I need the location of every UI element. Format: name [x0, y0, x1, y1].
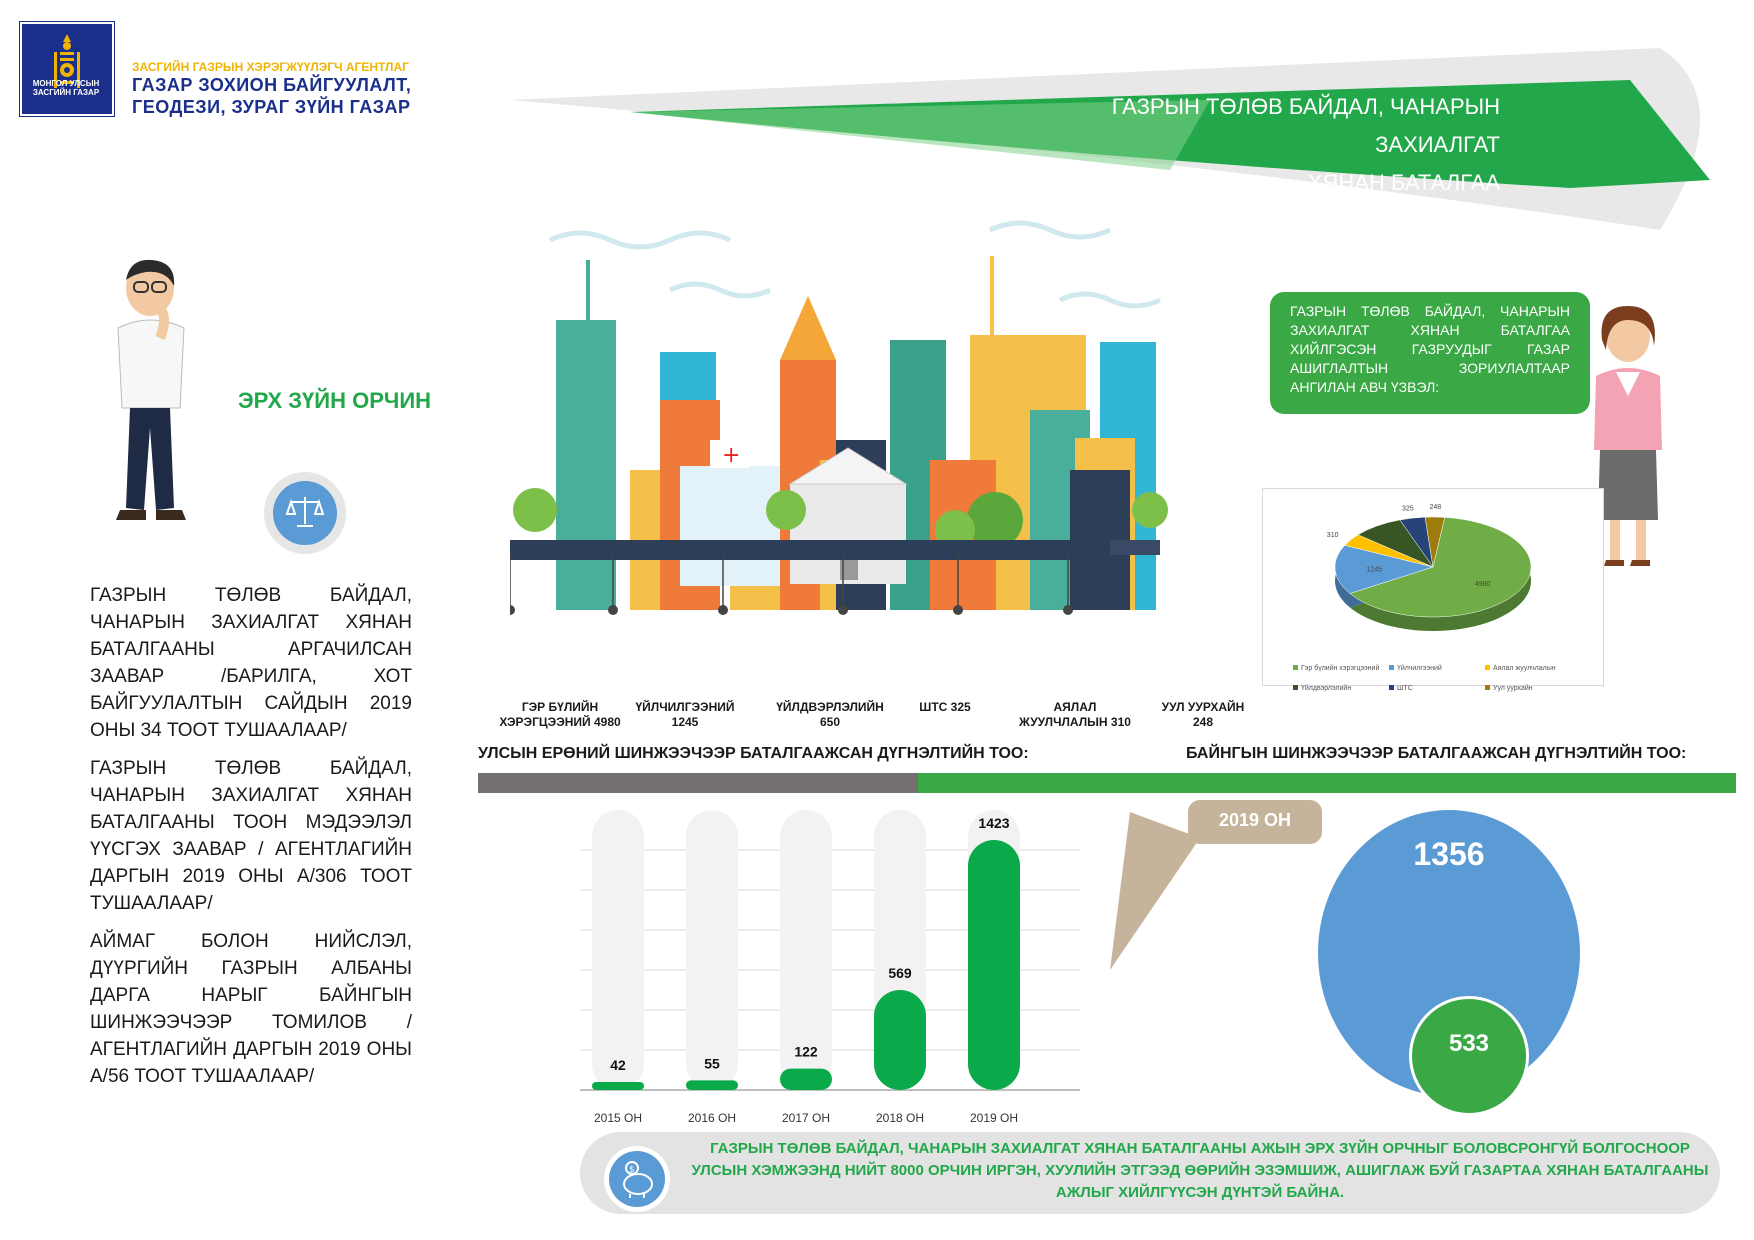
pie-legend-swatch: [1485, 685, 1490, 690]
city-label-service-line1: ҮЙЛЧИЛГЭЭНИЙ: [635, 700, 735, 714]
city-label-fuel-station: [900, 700, 990, 715]
pie-legend-item: [1293, 685, 1389, 692]
city-label-industry-line1: ҮЙЛДВЭРЛЭЛИЙН: [776, 700, 884, 714]
pie-data-label: 325: [1401, 505, 1414, 513]
scales-of-justice-icon: [285, 492, 325, 532]
bar-value-label: 42: [610, 1057, 626, 1073]
city-label-household: [490, 700, 630, 730]
pie-legend-swatch: [1485, 665, 1490, 670]
svg-text:+: +: [722, 443, 741, 468]
city-label-service: [620, 700, 750, 730]
pie-legend-label: Гэр бүлийн хэрэгцээний: [1301, 665, 1380, 672]
pie-legend-label: Үйлчилгээний: [1397, 665, 1442, 672]
divider-grey: [478, 773, 918, 793]
city-label-service-line2: 1245: [671, 715, 699, 729]
city-label-mining-line1: УУЛ УУРХАЙН: [1161, 700, 1245, 714]
bar-year-label: 2015 ОН: [593, 1111, 643, 1125]
bar: [592, 1082, 644, 1090]
bar-value-label: 1423: [978, 815, 1010, 831]
banner-title-line1: ГАЗРЫН ТӨЛӨВ БАЙДАЛ, ЧАНАРЫН ЗАХИАЛГАТ: [1111, 94, 1500, 157]
pie-data-label: 248: [1429, 504, 1442, 512]
city-label-tourism-line2: ЖУУЛЧЛАЛЫН 310: [1019, 715, 1131, 729]
scales-badge: [264, 472, 346, 554]
pie-legend-swatch: [1293, 665, 1298, 670]
banner-title-line2: ХЯНАН БАТАЛГАА: [1307, 170, 1500, 195]
annual-bar-chart: [580, 800, 1100, 1130]
bar-value-label: 122: [794, 1043, 818, 1060]
national-inspector-heading: УЛСЫН ЕРӨНИЙ ШИНЖЭЭЧЭЭР БАТАЛГААЖСАН ДҮГНЭЛТИЙН ТОО:: [478, 745, 1029, 762]
legal-paragraph-1: ГАЗРЫН ТӨЛӨВ БАЙДАЛ, ЧАНАРЫН ЗАХИАЛГАТ ХЯНАН БАТАЛГААНЫ АРГАЧИЛСАН ЗААВАР /БАРИЛГА, ХОТ БАЙГУУЛАЛТЫН САЙДЫН 2019 ОНЫ 34 ТООТ ТУШААЛААР/: [90, 585, 412, 741]
land-use-pie-chart: [1263, 489, 1603, 639]
bar-track: [686, 810, 738, 1090]
bar-year-label: 2018 ОН: [875, 1111, 925, 1125]
businessman-illustration: [100, 258, 200, 538]
pie-legend-swatch: [1389, 685, 1394, 690]
city-label-household-line1: ГЭР БҮЛИЙН: [521, 700, 599, 714]
city-label-fuel-station-line1: ШТС 325: [919, 700, 971, 714]
city-label-mining-line2: 248: [1192, 715, 1214, 729]
legal-paragraph-2: ГАЗРЫН ТӨЛӨВ БАЙДАЛ, ЧАНАРЫН ЗАХИАЛГАТ ХЯНАН БАТАЛГААНЫ ТООН МЭДЭЭЛЭЛ ҮҮСГЭХ ЗААВАР / АГЕНТЛАГИЙН ДАРГЫН 2019 ОНЫ А/306 ТООТ ТУШААЛААР/: [90, 758, 412, 914]
bar: [780, 1069, 832, 1090]
agency-subtitle: ЗАСГИЙН ГАЗРЫН ХЭРЭГЖҮҮЛЭГЧ АГЕНТЛАГ: [132, 60, 409, 74]
footer-text: ГАЗРЫН ТӨЛӨВ БАЙДАЛ, ЧАНАРЫН ЗАХИАЛГАТ ХЯНАН БАТАЛГААНЫ АЖЫН ЭРХ ЗҮЙН ОРЧНЫГ БОЛОВСРОНГҮЙ БОЛГОСНООР УЛСЫН ХЭМЖЭЭНД НИЙТ 8000 ОРЧИН ИРГЭН, ХУУЛИЙН ЭТГЭЭД ӨӨРИЙН ЭЗЭМШИЖ, АШИГЛАЖ БУЙ ГАЗАРТАА ХЯНАН БАТАЛГААНЫ АЖЛЫГ ХИЙЛГҮҮСЭН ДҮНТЭЙ БАЙНА.: [691, 1140, 1709, 1201]
outer-circle-value: 1356: [1413, 836, 1485, 872]
pie-data-label: 4980: [1474, 581, 1491, 589]
pie-legend-label: Аялал жуулчлалын: [1493, 665, 1556, 672]
bar-track: [592, 810, 644, 1090]
city-skyline-illustration: [510, 210, 1260, 700]
callout-text: ГАЗРЫН ТӨЛӨВ БАЙДАЛ, ЧАНАРЫН ЗАХИАЛГАТ ХЯНАН БАТАЛГАА ХИЙЛГЭСЭН ГАЗРУУДЫГ ГАЗАР АШИГЛАЛТЫН ЗОРИУЛАЛТААР АНГИЛАН АВЧ ҮЗВЭЛ:: [1290, 303, 1570, 395]
pie-legend-item: [1293, 665, 1389, 672]
pie-data-label: 310: [1326, 531, 1339, 539]
bar: [968, 840, 1020, 1090]
city-label-industry: [760, 700, 900, 730]
legal-paragraph-3: АЙМАГ БОЛОН НИЙСЛЭЛ, ДҮҮРГИЙН ГАЗРЫН АЛБАНЫ ДАРГА НАРЫГ БАЙНГЫН ШИНЖЭЭЧЭЭР ТОМИЛОВ / АГЕНТЛАГИЙН ДАРГЫН 2019 ОНЫ А/56 ТООТ ТУШААЛААР/: [90, 931, 412, 1087]
city-label-tourism-line1: АЯЛАЛ: [1053, 700, 1097, 714]
government-emblem: [22, 24, 112, 114]
pie-legend-label: Үйлдвэрлэлийн: [1301, 685, 1352, 692]
bar: [686, 1080, 738, 1090]
bar-value-label: 569: [888, 965, 912, 982]
inner-circle-value: 533: [1448, 1030, 1490, 1057]
emblem-caption: МОНГОЛ УЛСЫН ЗАСГИЙН ГАЗАР: [32, 79, 100, 97]
agency-name: [132, 74, 411, 118]
bar-year-label: 2017 ОН: [781, 1111, 831, 1125]
permanent-inspector-heading: БАЙНГЫН ШИНЖЭЭЧЭЭР БАТАЛГААЖСАН ДҮГНЭЛТИЙН ТОО:: [1186, 745, 1687, 762]
pie-legend: [1293, 657, 1593, 697]
pie-legend-label: ШТС: [1397, 685, 1413, 692]
pie-legend-swatch: [1293, 685, 1298, 690]
bar-value-label: 55: [704, 1055, 720, 1072]
year-badge-label: 2019 ОН: [1218, 810, 1292, 830]
pie-legend-swatch: [1389, 665, 1394, 670]
city-label-industry-line2: 650: [819, 715, 841, 729]
agency-name-line1: ГАЗАР ЗОХИОН БАЙГУУЛАЛТ,: [132, 75, 412, 95]
bar-year-label: 2016 ОН: [687, 1111, 737, 1125]
pie-legend-item: [1485, 685, 1581, 692]
pie-chart-frame: [1262, 488, 1604, 692]
pie-legend-item: [1389, 665, 1485, 672]
piggy-badge: [604, 1146, 670, 1212]
city-label-tourism: [1005, 700, 1145, 730]
piggy-bank-icon: [616, 1158, 658, 1200]
city-label-mining: [1148, 700, 1258, 730]
pie-data-label: 1245: [1366, 566, 1383, 574]
legal-section-title: ЭРХ ЗҮЙН ОРЧИН: [238, 388, 432, 413]
pie-legend-item: [1485, 665, 1581, 672]
svg-text:$: $: [629, 1165, 635, 1175]
bar-year-label: 2019 ОН: [969, 1111, 1019, 1125]
divider-green: [918, 773, 1736, 793]
bar: [874, 990, 926, 1090]
pie-legend-label: Уул уурхайн: [1493, 685, 1533, 692]
agency-name-line2: ГЕОДЕЗИ, ЗУРАГ ЗҮЙН ГАЗАР: [132, 97, 411, 117]
pie-legend-item: [1389, 685, 1485, 692]
soyombo-icon: [24, 26, 110, 112]
city-label-household-line2: ХЭРЭГЦЭЭНИЙ 4980: [499, 715, 621, 729]
banner-title: [1000, 88, 1500, 202]
